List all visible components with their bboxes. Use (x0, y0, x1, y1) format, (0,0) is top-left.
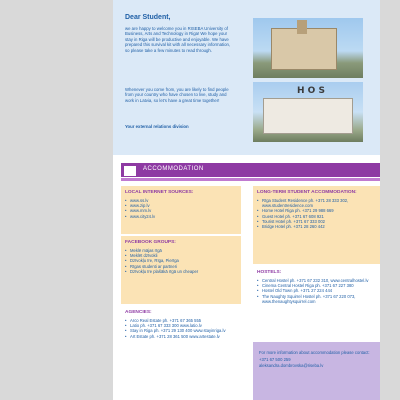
list-item: • Dzīvokļu īre plašākā rīgā un cheaper (125, 269, 237, 274)
list-item: • The Naughty Squirrel Hostel ph. +371 67 220 073, www.thenaughtysquirrel.com (257, 294, 376, 304)
list-item[interactable]: • www.city24.lv (125, 214, 237, 219)
contact-intro: For more information about accommodation please contact: (259, 350, 370, 355)
greeting: Dear Student, (125, 14, 171, 21)
hostels-title: HOSTELS: (257, 270, 282, 275)
local-sources-title: LOCAL INTERNET SOURCES: (125, 190, 194, 195)
long-term-list (257, 198, 376, 229)
list-item: • Hostel Old Town ph. +371 27 224 444 (257, 288, 376, 293)
contact-phone: +371 67 500 259 (259, 357, 291, 363)
list-item: • Meklē mājas rīgā (125, 248, 237, 253)
facebook-groups-list (125, 248, 237, 274)
list-item: • Tourist Hotel ph. +371 67 333 002 (257, 219, 376, 224)
long-term-title: LONG-TERM STUDENT ACCOMMODATION: (257, 190, 357, 195)
document-sheet (113, 0, 380, 400)
list-item: • Home Hotel Riga ph. +371 29 988 669 (257, 208, 376, 213)
right-margin (380, 0, 400, 400)
contact-email[interactable]: aleksandra.dombrovska@riseba.lv (259, 362, 324, 368)
list-item: • Central Hostel ph. +371 67 232 310, www.centralhostel.lv (257, 278, 376, 283)
agencies-list (125, 318, 237, 339)
list-item: • Arco Real Estate ph. +371 67 365 555 (125, 318, 237, 323)
hostel-building-photo (253, 82, 363, 142)
agencies-title: AGENCIES: (125, 310, 152, 315)
intro-signature: Your external relations division (125, 124, 189, 129)
list-item[interactable]: • www.ss.lv (125, 198, 237, 203)
list-item: • Rīgas studenti ar partneri (125, 264, 237, 269)
hostel-sign: H O S (297, 86, 325, 96)
list-item[interactable]: • www.mm.lv (125, 208, 237, 213)
facebook-groups-title: FACEBOOK GROUPS: (125, 240, 176, 245)
hostels-list (257, 278, 376, 304)
list-item: • Rīga Student Residence ph. +371 28 333 302, www.studentresidence.com (257, 198, 376, 208)
local-sources-list (125, 198, 237, 219)
building-shape (263, 98, 353, 134)
list-item: • Bridge Hotel ph. +371 28 260 442 (257, 224, 376, 229)
list-item: • Cinema Central Hostel Riga ph. +371 67 227 380 (257, 283, 376, 288)
university-building-photo (253, 18, 363, 78)
list-item: • Meklēt dzīvokli (125, 253, 237, 258)
list-item: • Art Estate ph. +371 28 361 500 www.artestate.lv (125, 334, 237, 339)
list-item: • Stay in Riga ph. +371 29 130 400 www.stayinriga.lv (125, 328, 237, 333)
list-item: • Latio ph. +371 67 333 300 www.latio.lv (125, 323, 237, 328)
building-shape (271, 28, 337, 70)
intro-paragraph-1: we are happy to welcome you in RISEBA University of Business, Arts and Technology in Riga! We hope your stay in Riga will be productive and enjoyable. We have prepared this survival kit with all necessary information, so please take a few minutes to read through. (125, 26, 231, 53)
intro-paragraph-2: Whenever you come from, you are likely to find people from your country who have chosen to live, study and work in Latvia, so let's have a great time together! (125, 87, 229, 103)
list-item: • Dzīvokļu īre, Rīga, Pierīga (125, 258, 237, 263)
list-item[interactable]: • www.zip.lv (125, 203, 237, 208)
list-item: • Guest Hotel ph. +371 67 608 921 (257, 214, 376, 219)
left-margin (0, 0, 113, 400)
accommodation-title: ACCOMMODATION (143, 166, 204, 172)
bed-icon (123, 165, 137, 177)
contact-text (259, 350, 375, 368)
building-tower (297, 20, 307, 34)
accommodation-stripe (121, 178, 380, 181)
